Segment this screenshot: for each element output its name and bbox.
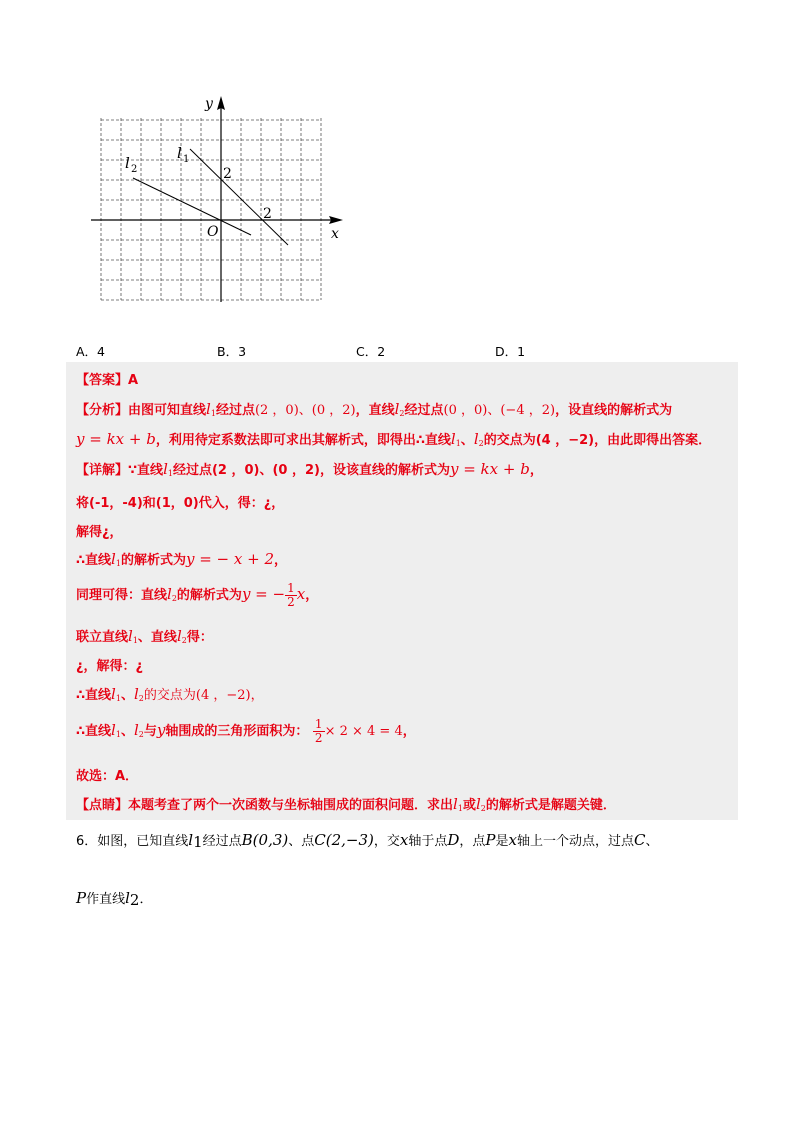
l1-sub: 1 xyxy=(455,439,461,448)
x-var: x xyxy=(508,831,517,849)
detail-tag: 【详解】 xyxy=(76,463,129,478)
detail-text: 解得¿， xyxy=(76,525,123,540)
analysis-text: 经过点 xyxy=(215,403,255,418)
detail-text: 的解析式为 xyxy=(176,588,242,603)
l2-sub: 2 xyxy=(138,730,144,739)
point-d: D xyxy=(447,831,460,849)
analysis-tag: 【分析】 xyxy=(76,403,129,418)
comment-tag: 【点睛】 xyxy=(76,798,129,813)
detail-line-9 xyxy=(76,718,416,745)
y-intercept-label: 2 xyxy=(223,166,232,182)
q6-text: 轴上一个动点，过点 xyxy=(517,834,635,849)
detail-line-3 xyxy=(76,521,123,540)
l1-symbol: l xyxy=(188,831,194,849)
detail-text: 轴围成的三角形面积为： xyxy=(165,724,309,739)
analysis-points: (2 ，0)、(0 ，2) xyxy=(254,403,356,418)
comment-text: 本题考查了两个一次函数与坐标轴围成的面积问题．求出 xyxy=(128,798,454,813)
q6-text: 作直线 xyxy=(86,892,126,907)
coordinate-figure xyxy=(85,90,355,309)
q6-text: 、 xyxy=(645,834,659,849)
l1-symbol: l xyxy=(111,685,116,703)
l1-symbol: l xyxy=(206,400,211,418)
question-6-line-2 xyxy=(76,888,152,909)
l2-label-sub: 2 xyxy=(131,164,138,175)
detail-text: 联立直线 xyxy=(76,630,129,645)
x-axis-label: x xyxy=(331,226,339,242)
coordinate-graph xyxy=(85,90,355,305)
l2-formula: x xyxy=(296,585,306,603)
l1-formula: y = − x + 2 xyxy=(185,550,274,568)
l2-symbol: l xyxy=(133,685,139,703)
detail-text: ， xyxy=(402,724,416,739)
analysis-text: 由图可知直线 xyxy=(128,403,207,418)
l2-symbol: l xyxy=(176,627,182,645)
detail-text: ， xyxy=(305,588,319,603)
analysis-line-1 xyxy=(76,399,672,418)
area-formula: × 2 × 4 = 4 xyxy=(324,724,403,739)
choice-b: B．3 xyxy=(217,344,247,359)
intersection-text: 的交点为(4 ，−2)， xyxy=(143,688,264,703)
linear-formula: y = kx + b xyxy=(76,430,156,448)
origin-label: O xyxy=(207,224,219,240)
l1-symbol: l xyxy=(111,721,116,739)
comment-text: 或 xyxy=(462,798,476,813)
q6-text: 经过点 xyxy=(202,834,242,849)
l2-symbol: l xyxy=(475,795,481,813)
detail-text: ∴直线 xyxy=(76,724,112,739)
detail-text: 同理可得：直线 xyxy=(76,588,168,603)
l2-sub: 2 xyxy=(138,694,144,703)
l1-sub: 1 xyxy=(132,636,138,645)
choose-line xyxy=(76,765,138,784)
fraction-half: $\frac{1}{2}$ xyxy=(287,581,295,609)
comment-line xyxy=(76,794,616,813)
l1-label: l xyxy=(177,144,182,162)
detail-text: 与 xyxy=(143,724,157,739)
point-c-letter: C xyxy=(634,831,646,849)
l2-symbol: l xyxy=(133,721,139,739)
x-intercept-label: 2 xyxy=(263,206,272,222)
analysis-text: 的交点为(4 ，−2)，由此即得出答案． xyxy=(483,433,712,448)
l2-sub: 2 xyxy=(171,594,177,603)
analysis-text: ，直线 xyxy=(355,403,395,418)
l1-symbol: l xyxy=(128,627,133,645)
l1-sub: 1 xyxy=(210,409,216,418)
detail-text: 、直线 xyxy=(137,630,177,645)
l1-sub: 1 xyxy=(193,833,203,851)
y-var: y xyxy=(156,721,166,739)
q6-text: ． xyxy=(139,892,153,907)
answer-text: 【答案】A xyxy=(76,373,139,388)
x-axis-arrow xyxy=(329,216,343,224)
detail-line-2 xyxy=(76,492,284,511)
question-6-line-1 xyxy=(76,830,659,851)
detail-text: ， xyxy=(529,463,543,478)
y-axis-arrow xyxy=(217,96,225,110)
point-p: P xyxy=(485,831,496,849)
l2-symbol: l xyxy=(394,400,400,418)
detail-text: 得： xyxy=(186,630,213,645)
detail-line-1 xyxy=(76,459,543,478)
detail-text: 经过点(2 ，0)、(0 ，2)，设该直线的解析式为 xyxy=(172,463,450,478)
l1-symbol: l xyxy=(450,430,456,448)
l2-sub: 2 xyxy=(478,439,484,448)
l1-symbol: l xyxy=(163,460,168,478)
fraction-half: $\frac{1}{2}$ xyxy=(314,717,323,745)
detail-text: 、 xyxy=(120,724,134,739)
l1-sub: 1 xyxy=(167,469,173,478)
q6-text: 是 xyxy=(495,834,509,849)
choose-text: 故选：A． xyxy=(76,769,139,784)
detail-line-7 xyxy=(76,655,143,674)
analysis-text: 、 xyxy=(460,433,474,448)
x-var: x xyxy=(399,831,409,849)
detail-text: ∴直线 xyxy=(76,553,112,568)
l1-sub: 1 xyxy=(115,559,121,568)
linear-formula: y = kx + b xyxy=(449,460,530,478)
analysis-points: (0 ，0)、(−4 ，2) xyxy=(443,403,556,418)
point-b: B(0,3) xyxy=(241,831,289,849)
l2-sub: 2 xyxy=(129,891,140,909)
analysis-text: ，设直线的解析式为 xyxy=(555,403,673,418)
analysis-text: ，利用待定系数法即可求出其解析式，即得出∴直线 xyxy=(155,433,451,448)
point-c: C(2,−3) xyxy=(314,831,374,849)
answer-choices xyxy=(76,342,696,360)
l2-symbol: l xyxy=(125,889,130,907)
l2-formula: y = − xyxy=(241,585,286,603)
detail-text: ∴直线 xyxy=(76,688,112,703)
comment-text: 的解析式是解题关键． xyxy=(485,798,616,813)
detail-text: ， xyxy=(274,553,288,568)
l1-sub: 1 xyxy=(115,694,121,703)
line-l1 xyxy=(190,149,288,245)
y-axis-label: y xyxy=(205,96,213,112)
choice-c: C．2 xyxy=(356,344,386,359)
l2-label: l xyxy=(125,154,130,172)
line-l2 xyxy=(133,178,251,235)
l2-symbol: l xyxy=(473,430,479,448)
grid xyxy=(101,118,321,300)
detail-text: 的解析式为 xyxy=(120,553,186,568)
q6-text: 轴于点 xyxy=(408,834,448,849)
detail-text: 、 xyxy=(120,688,134,703)
detail-line-8 xyxy=(76,684,264,703)
q6-text: ，点 xyxy=(459,834,486,849)
axes xyxy=(91,102,339,302)
l2-sub: 2 xyxy=(480,804,486,813)
analysis-text: 经过点 xyxy=(404,403,444,418)
l1-sub: 1 xyxy=(457,804,463,813)
detail-text: ¿，解得：¿ xyxy=(76,659,144,674)
l1-symbol: l xyxy=(111,550,116,568)
detail-text: 将(-1，-4)和(1，0)代入，得：¿， xyxy=(76,496,285,511)
q6-text: 6．如图，已知直线 xyxy=(76,834,189,849)
detail-line-6 xyxy=(76,626,213,645)
choice-d: D．1 xyxy=(495,344,526,359)
detail-line-4 xyxy=(76,549,287,568)
q6-text: ，交 xyxy=(373,834,400,849)
detail-text: ∵直线 xyxy=(128,463,164,478)
l1-label-sub: 1 xyxy=(183,154,190,165)
l1-symbol: l xyxy=(453,795,458,813)
answer-line xyxy=(76,369,138,388)
l2-symbol: l xyxy=(167,585,172,603)
l1-sub: 1 xyxy=(115,730,121,739)
l2-sub: 2 xyxy=(399,409,405,418)
l2-sub: 2 xyxy=(181,636,187,645)
choice-a: A．4 xyxy=(76,344,106,359)
detail-line-5 xyxy=(76,582,318,609)
point-p: P xyxy=(76,889,87,907)
q6-text: 、点 xyxy=(288,834,315,849)
analysis-line-2 xyxy=(76,429,711,448)
